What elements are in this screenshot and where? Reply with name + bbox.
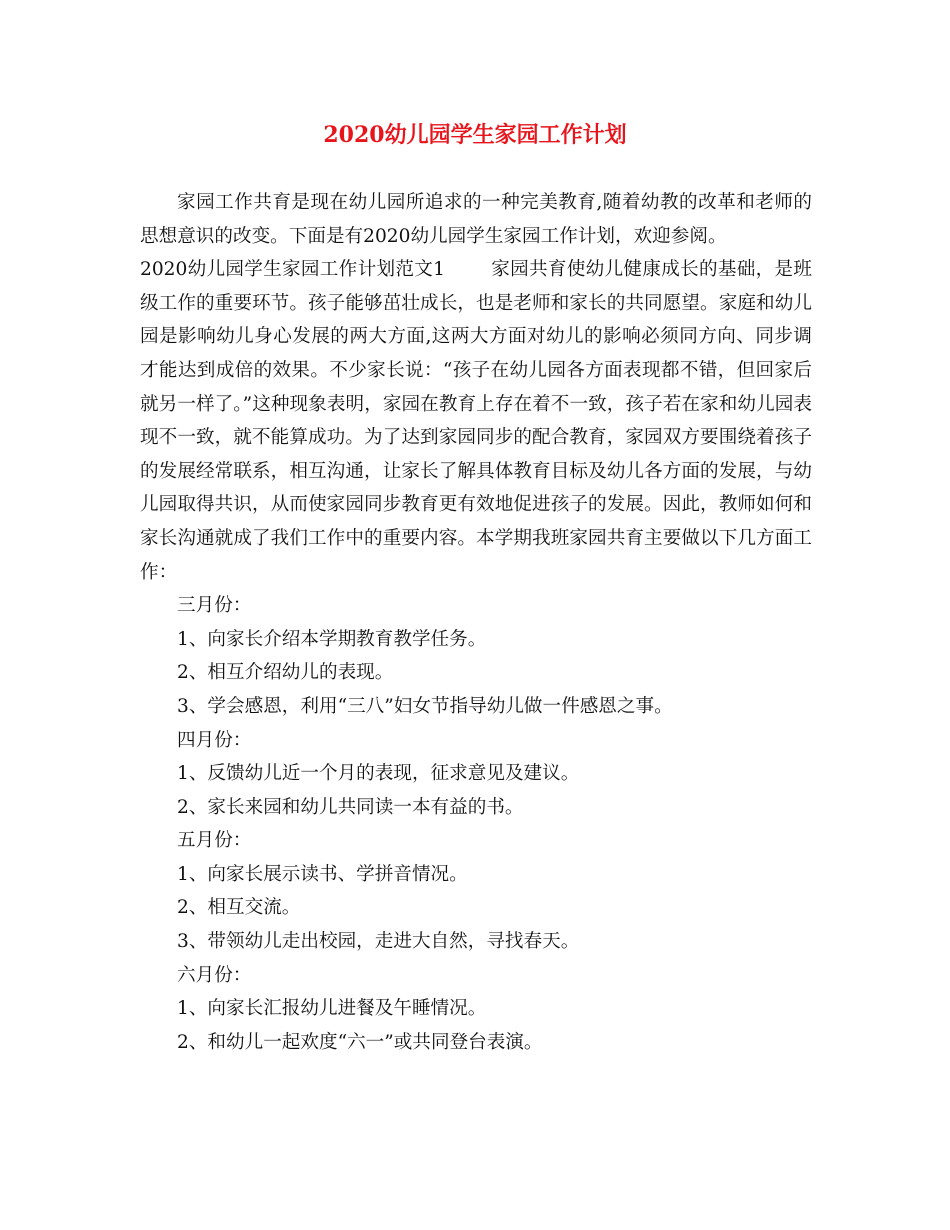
- month-section-march: [140, 589, 812, 723]
- list-item: 1、向家长介绍本学期教育教学任务。: [177, 628, 487, 650]
- sample-paragraph: [140, 253, 812, 589]
- list-item: 2、和幼儿一起欢度“六一”或共同登台表演。: [177, 1031, 543, 1053]
- month-heading: 六月份：: [177, 964, 252, 986]
- month-heading: 四月份：: [177, 729, 252, 751]
- document-body: [140, 186, 812, 1059]
- list-item: 1、反馈幼儿近一个月的表现，征求意见及建议。: [177, 763, 580, 785]
- month-section-may: [140, 824, 812, 958]
- list-item: 2、相互交流。: [177, 897, 301, 919]
- sample-body: 家园共育使幼儿健康成长的基础，是班级工作的重要环节。孩子能够茁壮成长，也是老师和家长的共同愿望。家庭和幼儿园是影响幼儿身心发展的两大方面,这两大方面对幼儿的影响必须同方向、同步调才能达到成倍的效果。不少家长说：“孩子在幼儿园各方面表现都不错，但回家后就另一样了。”这种现象表明，家园在教育上存在着不一致，孩子若在家和幼儿园表现不一致，就不能算成功。为了达到家园同步的配合教育，家园双方要围绕着孩子的发展经常联系，相互沟通，让家长了解具体教育目标及幼儿各方面的发展，与幼儿园取得共识，从而使家园同步教育更有效地促进孩子的发展。因此，教师如何和家长沟通就成了我们工作中的重要内容。本学期我班家园共育主要做以下几方面工作：: [140, 259, 812, 583]
- list-item: 1、向家长展示读书、学拼音情况。: [177, 863, 468, 885]
- month-heading: 五月份：: [177, 830, 252, 852]
- sample-label: 2020幼儿园学生家园工作计划范文1: [140, 259, 445, 281]
- month-section-april: [140, 724, 812, 825]
- list-item: 2、家长来园和幼儿共同读一本有益的书。: [177, 796, 524, 818]
- list-item: 3、学会感恩，利用“三八”妇女节指导幼儿做一件感恩之事。: [177, 695, 673, 717]
- document-title: 2020幼儿园学生家园工作计划: [323, 122, 627, 148]
- month-heading: 三月份：: [177, 595, 252, 617]
- list-item: 1、向家长汇报幼儿进餐及午睡情况。: [177, 998, 487, 1020]
- list-item: 2、相互介绍幼儿的表现。: [177, 662, 394, 684]
- list-item: 3、带领幼儿走出校园，走进大自然，寻找春天。: [177, 931, 580, 953]
- month-section-june: [140, 959, 812, 1060]
- intro-paragraph: 家园工作共育是现在幼儿园所追求的一种完美教育,随着幼教的改革和老师的思想意识的改变。下面是有2020幼儿园学生家园工作计划，欢迎参阅。: [140, 192, 812, 247]
